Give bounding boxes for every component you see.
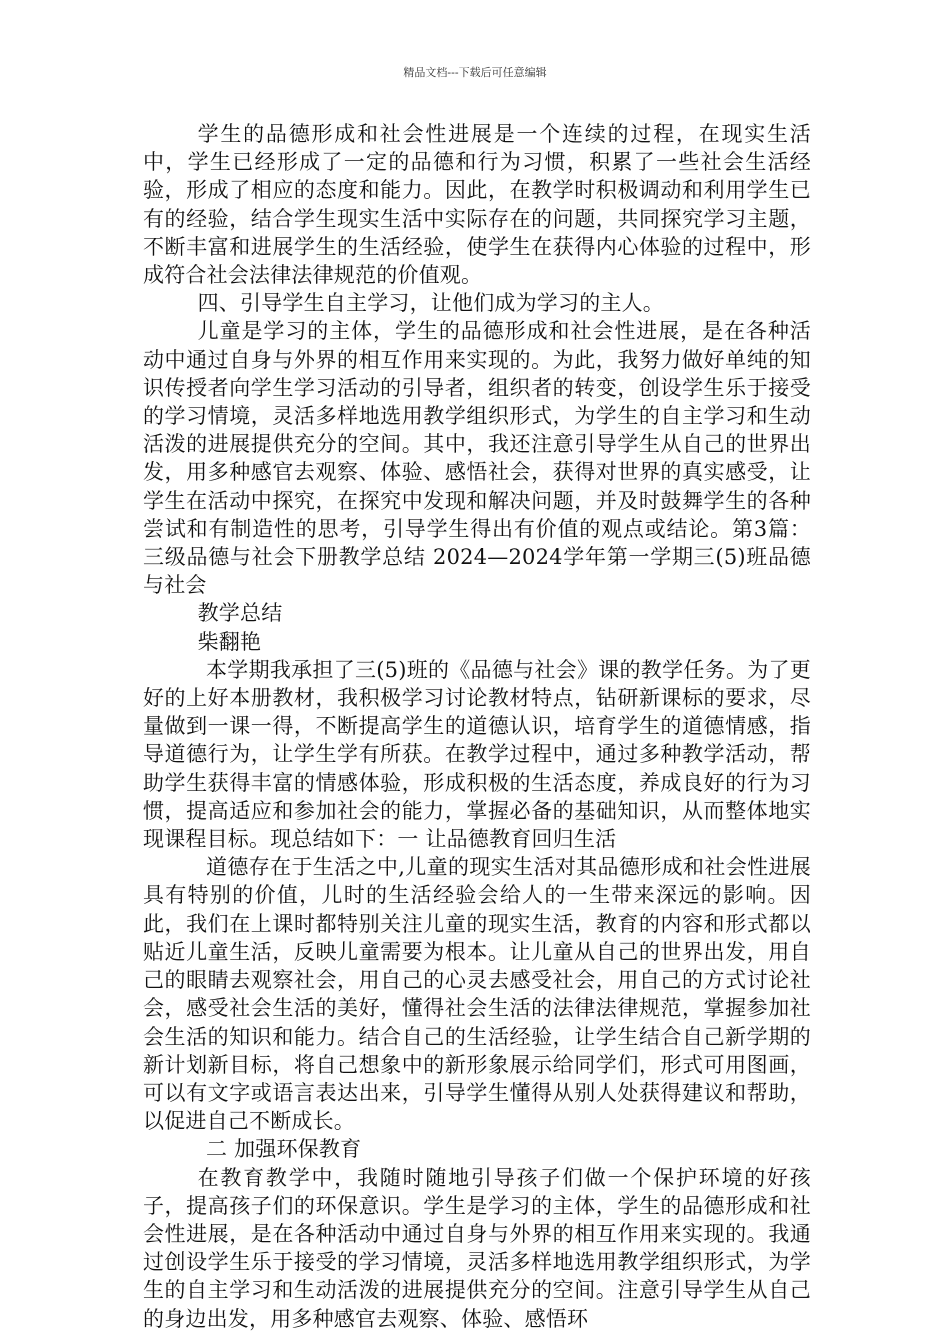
paragraph-environment: 在教育教学中，我随时随地引导孩子们做一个保护环境的好孩子，提高孩子们的环保意识。学生是学习的主体，学生的品德形成和社会性进展，是在各种活动中通过自身与外界的相互作用来实现的。我通过创设学生乐于接受的学习情境，灵活多样地选用教学组织形式，为学生的自主学习和生动活泼的进展提供充分的空间。注意引导学生从自己的身边出发，用多种感官去观察、体验、感悟环 <box>143 1165 811 1331</box>
paragraph-experience: 学生的品德形成和社会性进展是一个连续的过程，在现实生活中，学生已经形成了一定的品德和行为习惯，积累了一些社会生活经验，形成了相应的态度和能力。因此，在教学时积极调动和利用学生已有的经验，结合学生现实生活中实际存在的问题，共同探究学习主题，不断丰富和进展学生的生活经验，使学生在获得内心体验的过程中，形成符合社会法律法律规范的价值观。 <box>143 122 811 288</box>
document-body <box>143 120 811 1333</box>
section-heading-environment: 二 加强环保教育 <box>206 1137 362 1162</box>
paragraph-semester-intro: 本学期我承担了三(5)班的《品德与社会》课的教学任务。为了更好的上好本册教材，我积极学习讨论教材特点，钻研新课标的要求，尽量做到一课一得，不断提高学生的道德认识，培育学生的道德情感，指导道德行为，让学生学有所获。在教学过程中，通过多种教学活动，帮助学生获得丰富的情感体验，形成积极的生活态度，养成良好的行为习惯，提高适应和参加社会的能力，掌握必备的基础知识，从而整体地实现课程目标。现总结如下：一 让品德教育回归生活 <box>143 657 811 852</box>
section-heading-four: 四、引导学生自主学习，让他们成为学习的主人。 <box>197 291 664 316</box>
author-name: 柴翻艳 <box>197 629 262 654</box>
summary-title: 教学总结 <box>197 601 283 626</box>
page-header: 精品文档---下载后可任意编辑 <box>403 66 547 79</box>
paragraph-moral-life: 道德存在于生活之中,儿童的现实生活对其品德形成和社会性进展具有特别的价值，儿时的生活经验会给人的一生带来深远的影响。因此，我们在上课时都特别关注儿童的现实生活，教育的内容和形式都以贴近儿童生活，反映儿童需要为根本。让儿童从自己的世界出发，用自己的眼睛去观察社会，用自己的心灵去感受社会，用自己的方式讨论社会，感受社会生活的美好，懂得社会生活的法律法律规范，掌握参加社会生活的知识和能力。结合自己的生活经验，让学生结合自己新学期的新计划新目标，将自己想象中的新形象展示给同学们，形式可用图画，可以有文字或语言表达出来，引导学生懂得从别人处获得建议和帮助，以促进自己不断成长。 <box>143 855 811 1134</box>
paragraph-student-subject: 儿童是学习的主体，学生的品德形成和社会性进展，是在各种活动中通过自身与外界的相互作用来实现的。为此，我努力做好单纯的知识传授者向学生学习活动的引导者，组织者的转变，创设学生乐于接受的学习情境，灵活多样地选用教学组织形式，为学生的自主学习和生动活泼的进展提供充分的空间。其中，我还注意引导学生从自己的世界出发，用多种感官去观察、体验、感悟社会，获得对世界的真实感受，让学生在活动中探究，在探究中发现和解决问题，并及时鼓舞学生的各种尝试和有制造性的思考，引导学生得出有价值的观点或结论。第3篇：三级品德与社会下册教学总结 2024—2024学年第一学期三(5)班品德与社会 <box>143 319 811 598</box>
